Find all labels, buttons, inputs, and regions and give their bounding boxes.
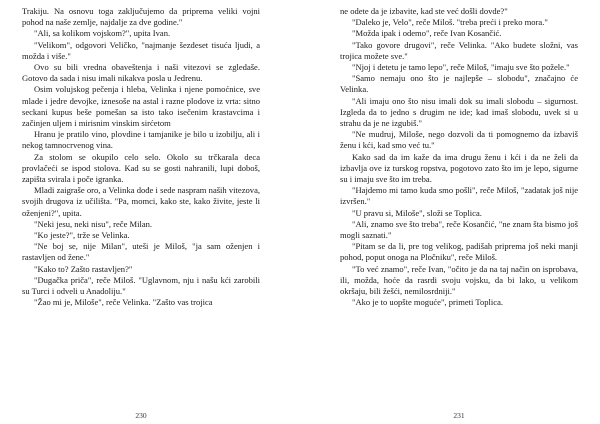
- paragraph: "Neki jesu, neki nisu", reče Milan.: [34, 218, 153, 229]
- paragraph: Hranu je pratilo vino, plovdine i tamjanike je bilo u izobilju, ali i nekog tamnocrvenog vina.: [22, 129, 260, 151]
- paragraph: "U pravu si, Miloše", složi se Toplica.: [352, 207, 482, 218]
- paragraph: Kako sad da im kaže da ima drugu ženu i kći i da ne želi da izbavlja ove iz turskog ropstva, pogotovo zato što im je lepo, sigurne su i imaju sve što im treba.: [340, 151, 578, 185]
- paragraph: Trakiju. Na osnovu toga zaključujemo da priprema veliki vojni pohod na naše zemlje, najdalje za dve godine.": [22, 6, 260, 28]
- paragraph: "Hajdemo mi tamo kuda smo pošli", reče Miloš, "zadatak još nije izvršen.": [340, 185, 578, 207]
- paragraph: "Ako je to uopšte moguće", primeti Toplica.: [352, 297, 504, 308]
- paragraph: "Žao mi je, Miloše", reče Velinka. "Zašto vas trojica: [34, 297, 213, 308]
- paragraph: Ovo su bili vredna obaveštenja i naši vitezovi se zgledaše. Gotovo da sada i nisu imali nikakva posla u Jedrenu.: [22, 62, 260, 84]
- paragraph: "Velikom", odgovori Veličko, "najmanje šezdeset tisuća ljudi, a možda i više.": [22, 39, 260, 61]
- paragraph: "Ko jeste?", trže se Velinka.: [34, 230, 130, 241]
- paragraph: "Ali, sa kolikom vojskom?", upita Ivan.: [34, 28, 171, 39]
- paragraph: "Ali imaju ono što nisu imali dok su imali slobodu – sigurnost. Izgleda da to jedno s drugim ne ide; kad imaš slobodu, uvek si u strahu da je ne izgubiš.": [340, 95, 578, 129]
- paragraph: "Ne mudruj, Miloše, nego dozvoli da ti pomognemo da izbaviš ženu i kći, kad smo već tu.": [340, 129, 578, 151]
- paragraph: "Dugačka priča", reče Miloš. "Uglavnom, nju i našu kći zarobili su Turci i odveli u Anadoliju.": [22, 274, 260, 297]
- paragraph: "Daleko je, Velo", reče Miloš. "treba preći i preko mora.": [352, 17, 548, 28]
- paragraph: Osim volujskog pečenja i hleba, Velinka i njene pomoćnice, sve mlade i jedre devojke, iznesoše na astal i razne plodove iz vrta: sitno seckani kupus beše pomešan sa isto tako isečenim krastavcima i začinjen uljem i mirisnim vinskim sirćetom: [22, 84, 260, 129]
- paragraph: "Tako govore drugovi", reče Velinka. "Ako budete složni, vas trojica možete sve.": [340, 39, 578, 61]
- paragraph: Mladi zaigraše oro, a Velinka dođe i sede naspram naših vitezova, svojih drugova iz učilišta. "Pa, momci, kako ste, kako živite, jeste li oženjeni?", upita.: [22, 185, 260, 218]
- right-page: [340, 6, 578, 424]
- paragraph: "Ali, znamo sve što treba", reče Kosančić, "ne znam šta bismo još mogli saznati.": [340, 218, 578, 241]
- paragraph: "Kako to? Zašto rastavljen?": [34, 263, 133, 274]
- page-number: 230: [135, 411, 147, 420]
- paragraph: ne odete da je izbavite, kad ste već došli dovde?": [340, 6, 508, 16]
- paragraph: "To već znamo", reče Ivan, "očito je da na taj način on isprobava, ili, možda, hoće da rasrdi svoju vojsku, da bi lako, u velikom okršaju, bili žešći, nemilosrdniji.": [340, 263, 578, 297]
- paragraph: "Samo nemaju ono što je najlepše – slobodu", značajno će Velinka.: [340, 73, 578, 95]
- paragraph: "Njoj i detetu je tamo lepo", reče Miloš, "imaju sve što požele.": [352, 62, 570, 73]
- paragraph: Za stolom se okupilo celo selo. Okolo su trčkarala deca provlačeći se ispod stolova. Kad su se gosti nahranili, lupi doboš, zapišta svirala i poče igranka.: [22, 151, 260, 185]
- paragraph: "Ne boj se, nije Milan", uteši je Miloš, "ja sam oženjen i rastavljen od žene.": [22, 241, 260, 263]
- page-number: 231: [453, 411, 465, 420]
- paragraph: "Možda ipak i odemo", reče Ivan Kosančić.: [352, 28, 502, 39]
- left-page: [22, 6, 260, 424]
- paragraph: "Pitam se da li, pre tog velikog, padišah priprema još neki manji pohod, poput onoga na Pločniku", reče Miloš.: [340, 241, 578, 263]
